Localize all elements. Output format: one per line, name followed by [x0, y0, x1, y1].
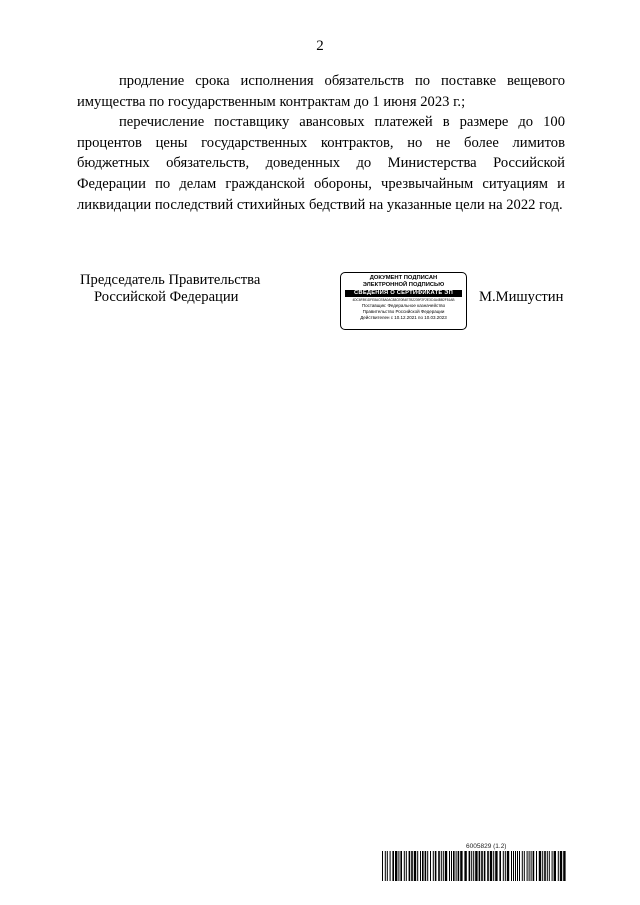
stamp-banner: СВЕДЕНИЯ О СЕРТИФИКАТЕ ЭП: [345, 290, 462, 297]
stamp-line1: ДОКУМЕНТ ПОДПИСАН: [369, 275, 438, 281]
paragraph-advance-payments: перечисление поставщику авансовых платежей в размере до 100 процентов цены государственных контрактов, но не более лимитов бюджетных обязательств, доведенных до Министерства Российской Федерации по делам гражданской обороны, чрезвычайным ситуациям и ликвидации последствий стихийных бедствий на указанные цели на 2022 год.: [77, 114, 565, 213]
document-code: 6005829 (1.2): [466, 843, 507, 850]
page-number: 2: [316, 38, 324, 54]
stamp-validity: Действителен с 10.12.2021 по 10.03.2023: [360, 314, 447, 320]
signer-title-line2: Российской Федерации: [94, 289, 239, 305]
stamp-issuer: Поставщик: Федеральное казначейство: [361, 303, 446, 308]
barcode-icon: [382, 851, 566, 881]
document-body: [77, 71, 565, 215]
paragraph-extension: продление срока исполнения обязательств по поставке вещевого имущества по государственным контрактам до 1 июня 2023 г.;: [77, 73, 565, 110]
stamp-serial: 4DC6F891DFE8ACE8A0AC88CE0B4E7B2239F2F2E3C4A4BB2F51AB: [352, 298, 455, 302]
signer-name: М.Мишустин: [479, 289, 564, 305]
stamp-line2: ЭЛЕКТРОННОЙ ПОДПИСЬЮ: [362, 282, 445, 288]
signer-title-line1: Председатель Правительства: [80, 272, 261, 288]
signer-title: [80, 272, 260, 306]
stamp-owner: Правительство Российской Федерации: [362, 308, 445, 314]
electronic-signature-stamp: [340, 272, 467, 330]
